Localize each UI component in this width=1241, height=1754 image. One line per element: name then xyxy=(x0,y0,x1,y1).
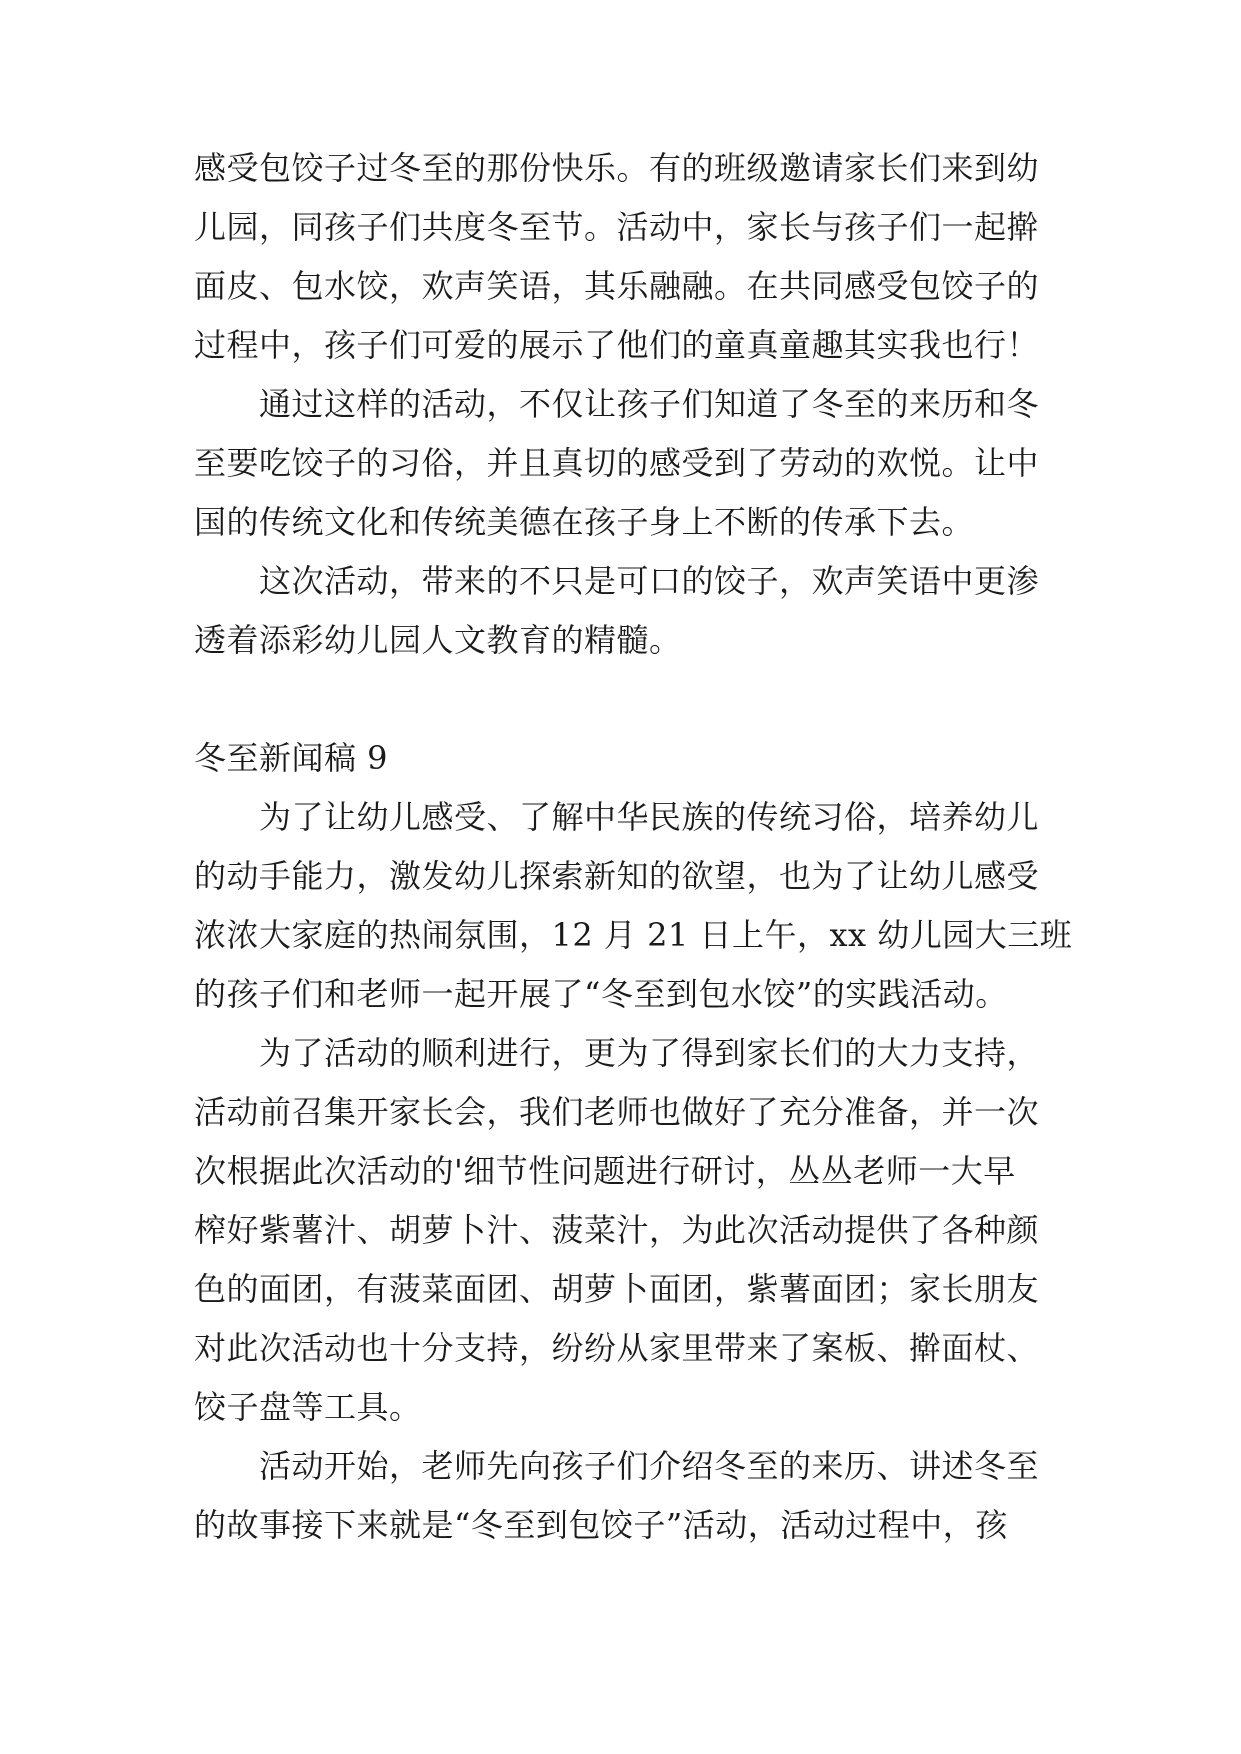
paragraph-line: 饺子盘等工具。 xyxy=(194,1388,422,1426)
paragraph-line: 面皮、包水饺，欢声笑语，其乐融融。在共同感受包饺子的 xyxy=(194,267,1040,305)
paragraph-line: 浓浓大家庭的热闹氛围，12 月 21 日上午，xx 幼儿园大三班 xyxy=(194,916,1073,954)
paragraph-line: 儿园，同孩子们共度冬至节。活动中，家长与孩子们一起擀 xyxy=(194,208,1040,246)
paragraph-line: 为了活动的顺利进行，更为了得到家长们的大力支持， xyxy=(259,1034,1040,1072)
paragraph-line: 的孩子们和老师一起开展了“冬至到包水饺”的实践活动。 xyxy=(194,975,1008,1013)
paragraph-line: 通过这样的活动，不仅让孩子们知道了冬至的来历和冬 xyxy=(259,385,1040,423)
paragraph-line: 过程中，孩子们可爱的展示了他们的童真童趣其实我也行！ xyxy=(194,326,1040,364)
paragraph-line: 次根据此次活动的'细节性问题进行研讨，丛丛老师一大早 xyxy=(194,1152,1016,1190)
paragraph-line: 这次活动，带来的不只是可口的饺子，欢声笑语中更渗 xyxy=(259,562,1040,600)
paragraph-line: 对此次活动也十分支持，纷纷从家里带来了案板、擀面杖、 xyxy=(194,1329,1040,1367)
paragraph-line: 感受包饺子过冬至的那份快乐。有的班级邀请家长们来到幼 xyxy=(194,149,1040,187)
paragraph-line: 的故事接下来就是“冬至到包饺子”活动，活动过程中，孩 xyxy=(194,1506,1008,1544)
paragraph-line: 榨好紫薯汁、胡萝卜汁、菠菜汁，为此次活动提供了各种颜 xyxy=(194,1211,1040,1249)
paragraph-line: 活动开始，老师先向孩子们介绍冬至的来历、讲述冬至 xyxy=(259,1447,1040,1485)
paragraph-line: 透着添彩幼儿园人文教育的精髓。 xyxy=(194,621,682,659)
paragraph-line: 活动前召集开家长会，我们老师也做好了充分准备，并一次 xyxy=(194,1093,1040,1131)
paragraph-line: 国的传统文化和传统美德在孩子身上不断的传承下去。 xyxy=(194,503,975,541)
paragraph-line: 至要吃饺子的习俗，并且真切的感受到了劳动的欢悦。让中 xyxy=(194,444,1040,482)
paragraph-line: 为了让幼儿感受、了解中华民族的传统习俗，培养幼儿 xyxy=(259,798,1040,836)
paragraph-line: 色的面团，有菠菜面团、胡萝卜面团，紫薯面团；家长朋友 xyxy=(194,1270,1040,1308)
paragraph-line: 的动手能力，激发幼儿探索新知的欲望，也为了让幼儿感受 xyxy=(194,857,1040,895)
section-heading: 冬至新闻稿 9 xyxy=(194,739,389,777)
